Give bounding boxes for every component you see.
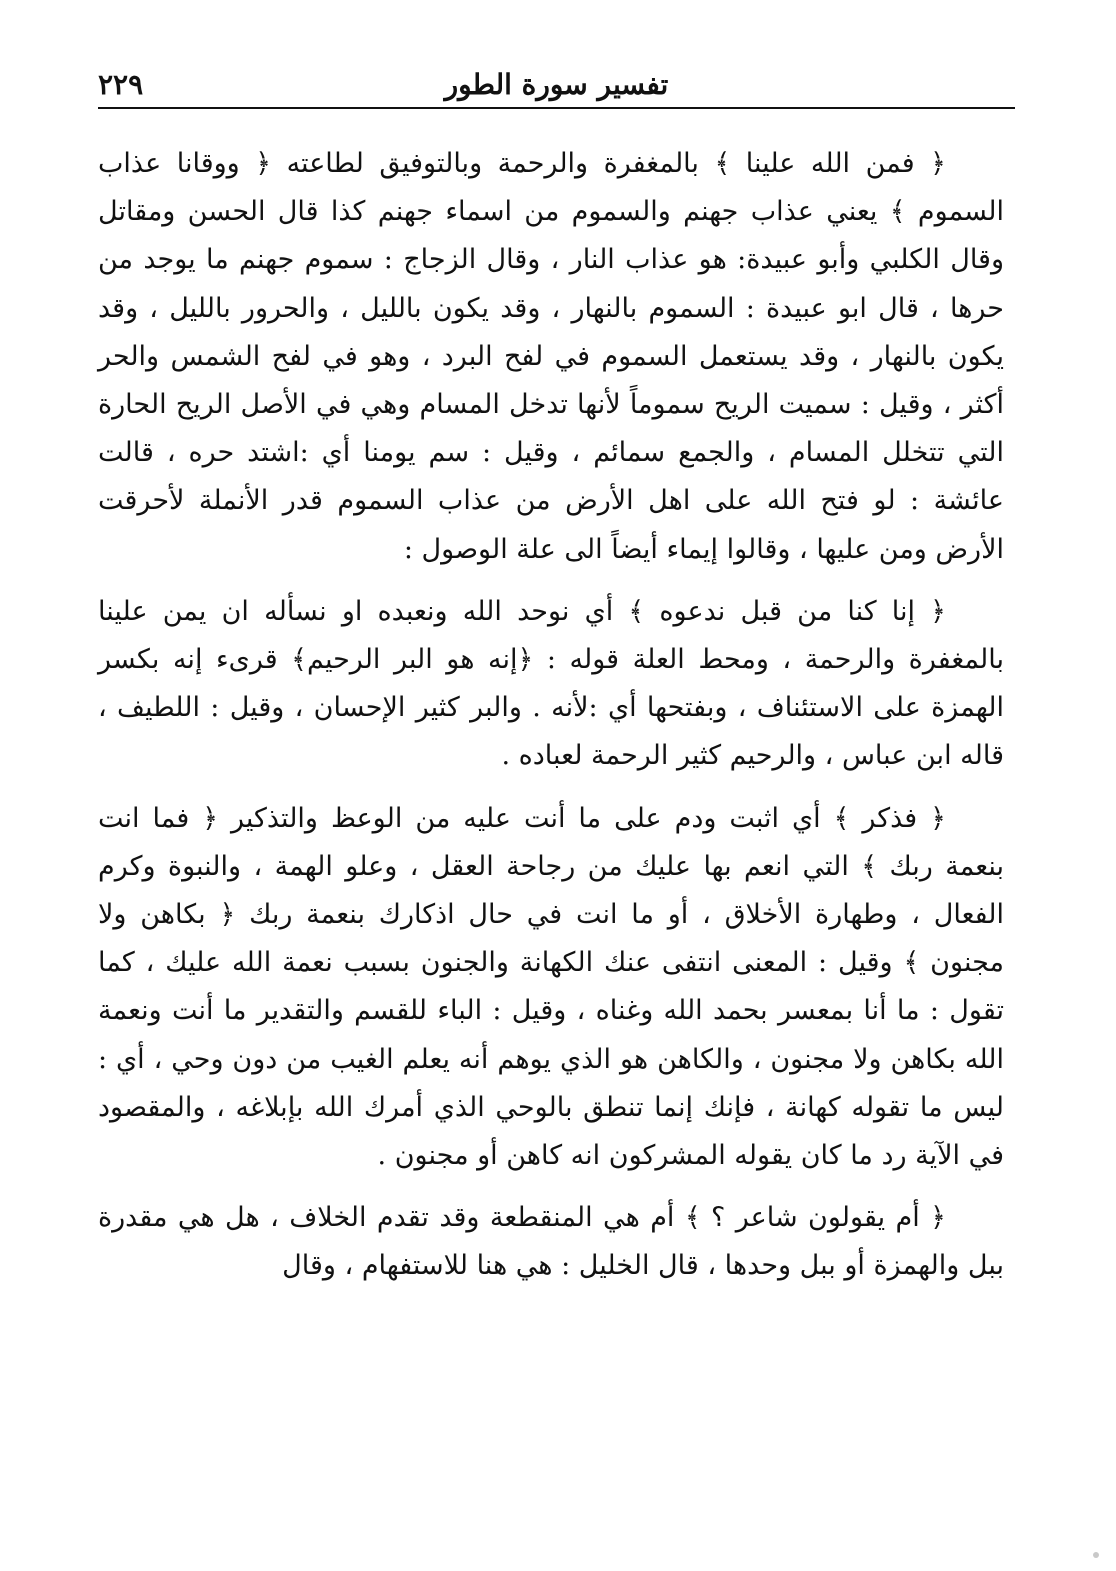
header-divider xyxy=(98,107,1015,109)
paragraph: ﴿ فمن الله علينا ﴾ بالمغفرة والرحمة وبالتوفيق لطاعته ﴿ ووقانا عذاب السموم ﴾ يعني عذاب جهنم والسموم من اسماء جهنم كذا قال الحسن ومقاتل وقال الكلبي وأبو عبيدة: هو عذاب النار ، وقال الزجاج : سموم جهنم ما يوجد من حرها ، قال ابو عبيدة : السموم بالنهار ، وقد يكون بالليل ، والحرور بالليل ، وقد يكون بالنهار ، وقد يستعمل السموم في لفح البرد ، وهو في لفح الشمس والحر أكثر ، وقيل : سميت الريح سموماً لأنها تدخل المسام وهي في الأصل الريح الحارة التي تتخلل المسام ، والجمع سمائم ، وقيل : سم يومنا أي :اشتد حره ، قالت عائشة : لو فتح الله على اهل الأرض من عذاب السموم قدر الأنملة لأحرقت الأرض ومن عليها ، وقالوا إيماء أيضاً الى علة الوصول : xyxy=(98,148,1004,565)
page-number: ٢٢٩ xyxy=(98,68,144,101)
paragraph: ﴿ أم يقولون شاعر ؟ ﴾ أم هي المنقطعة وقد تقدم الخلاف ، هل هي مقدرة ببل والهمزة أو ببل وحدها ، قال الخليل : هي هنا للاستفهام ، وقال xyxy=(98,1202,1004,1282)
page-header xyxy=(98,62,1015,108)
paragraph: ﴿ فذكر ﴾ أي اثبت ودم على ما أنت عليه من الوعظ والتذكير ﴿ فما انت بنعمة ربك ﴾ التي انعم بها عليك من رجاحة العقل ، وعلو الهمة ، والنبوة وكرم الفعال ، وطهارة الأخلاق ، أو ما انت في حال اذكارك بنعمة ربك ﴿ بكاهن ولا مجنون ﴾ وقيل : المعنى انتفى عنك الكهانة والجنون بسبب نعمة الله عليك ، كما تقول : ما أنا بمعسر بحمد الله وغناه ، وقيل : الباء للقسم والتقدير ما أنت ونعمة الله بكاهن ولا مجنون ، والكاهن هو الذي يوهم أنه يعلم الغيب من دون وحي ، أي : ليس ما تقوله كهانة ، فإنك إنما تنطق بالوحي الذي أمرك الله بإبلاغه ، والمقصود في الآية رد ما كان يقوله المشركون انه كاهن أو مجنون . xyxy=(98,802,1004,1172)
paper-speck xyxy=(1093,1552,1099,1558)
page-body xyxy=(98,140,1004,1291)
running-title: تفسير سورة الطور xyxy=(444,68,669,101)
paragraph: ﴿ إنا كنا من قبل ندعوه ﴾ أي نوحد الله ونعبده او نسأله ان يمن علينا بالمغفرة والرحمة ، ومحط العلة قوله : ﴿إنه هو البر الرحيم﴾ قرىء إنه بكسر الهمزة على الاستئناف ، وبفتحها أي :لأنه . والبر كثير الإحسان ، وقيل : اللطيف ، قاله ابن عباس ، والرحيم كثير الرحمة لعباده . xyxy=(98,595,1004,772)
